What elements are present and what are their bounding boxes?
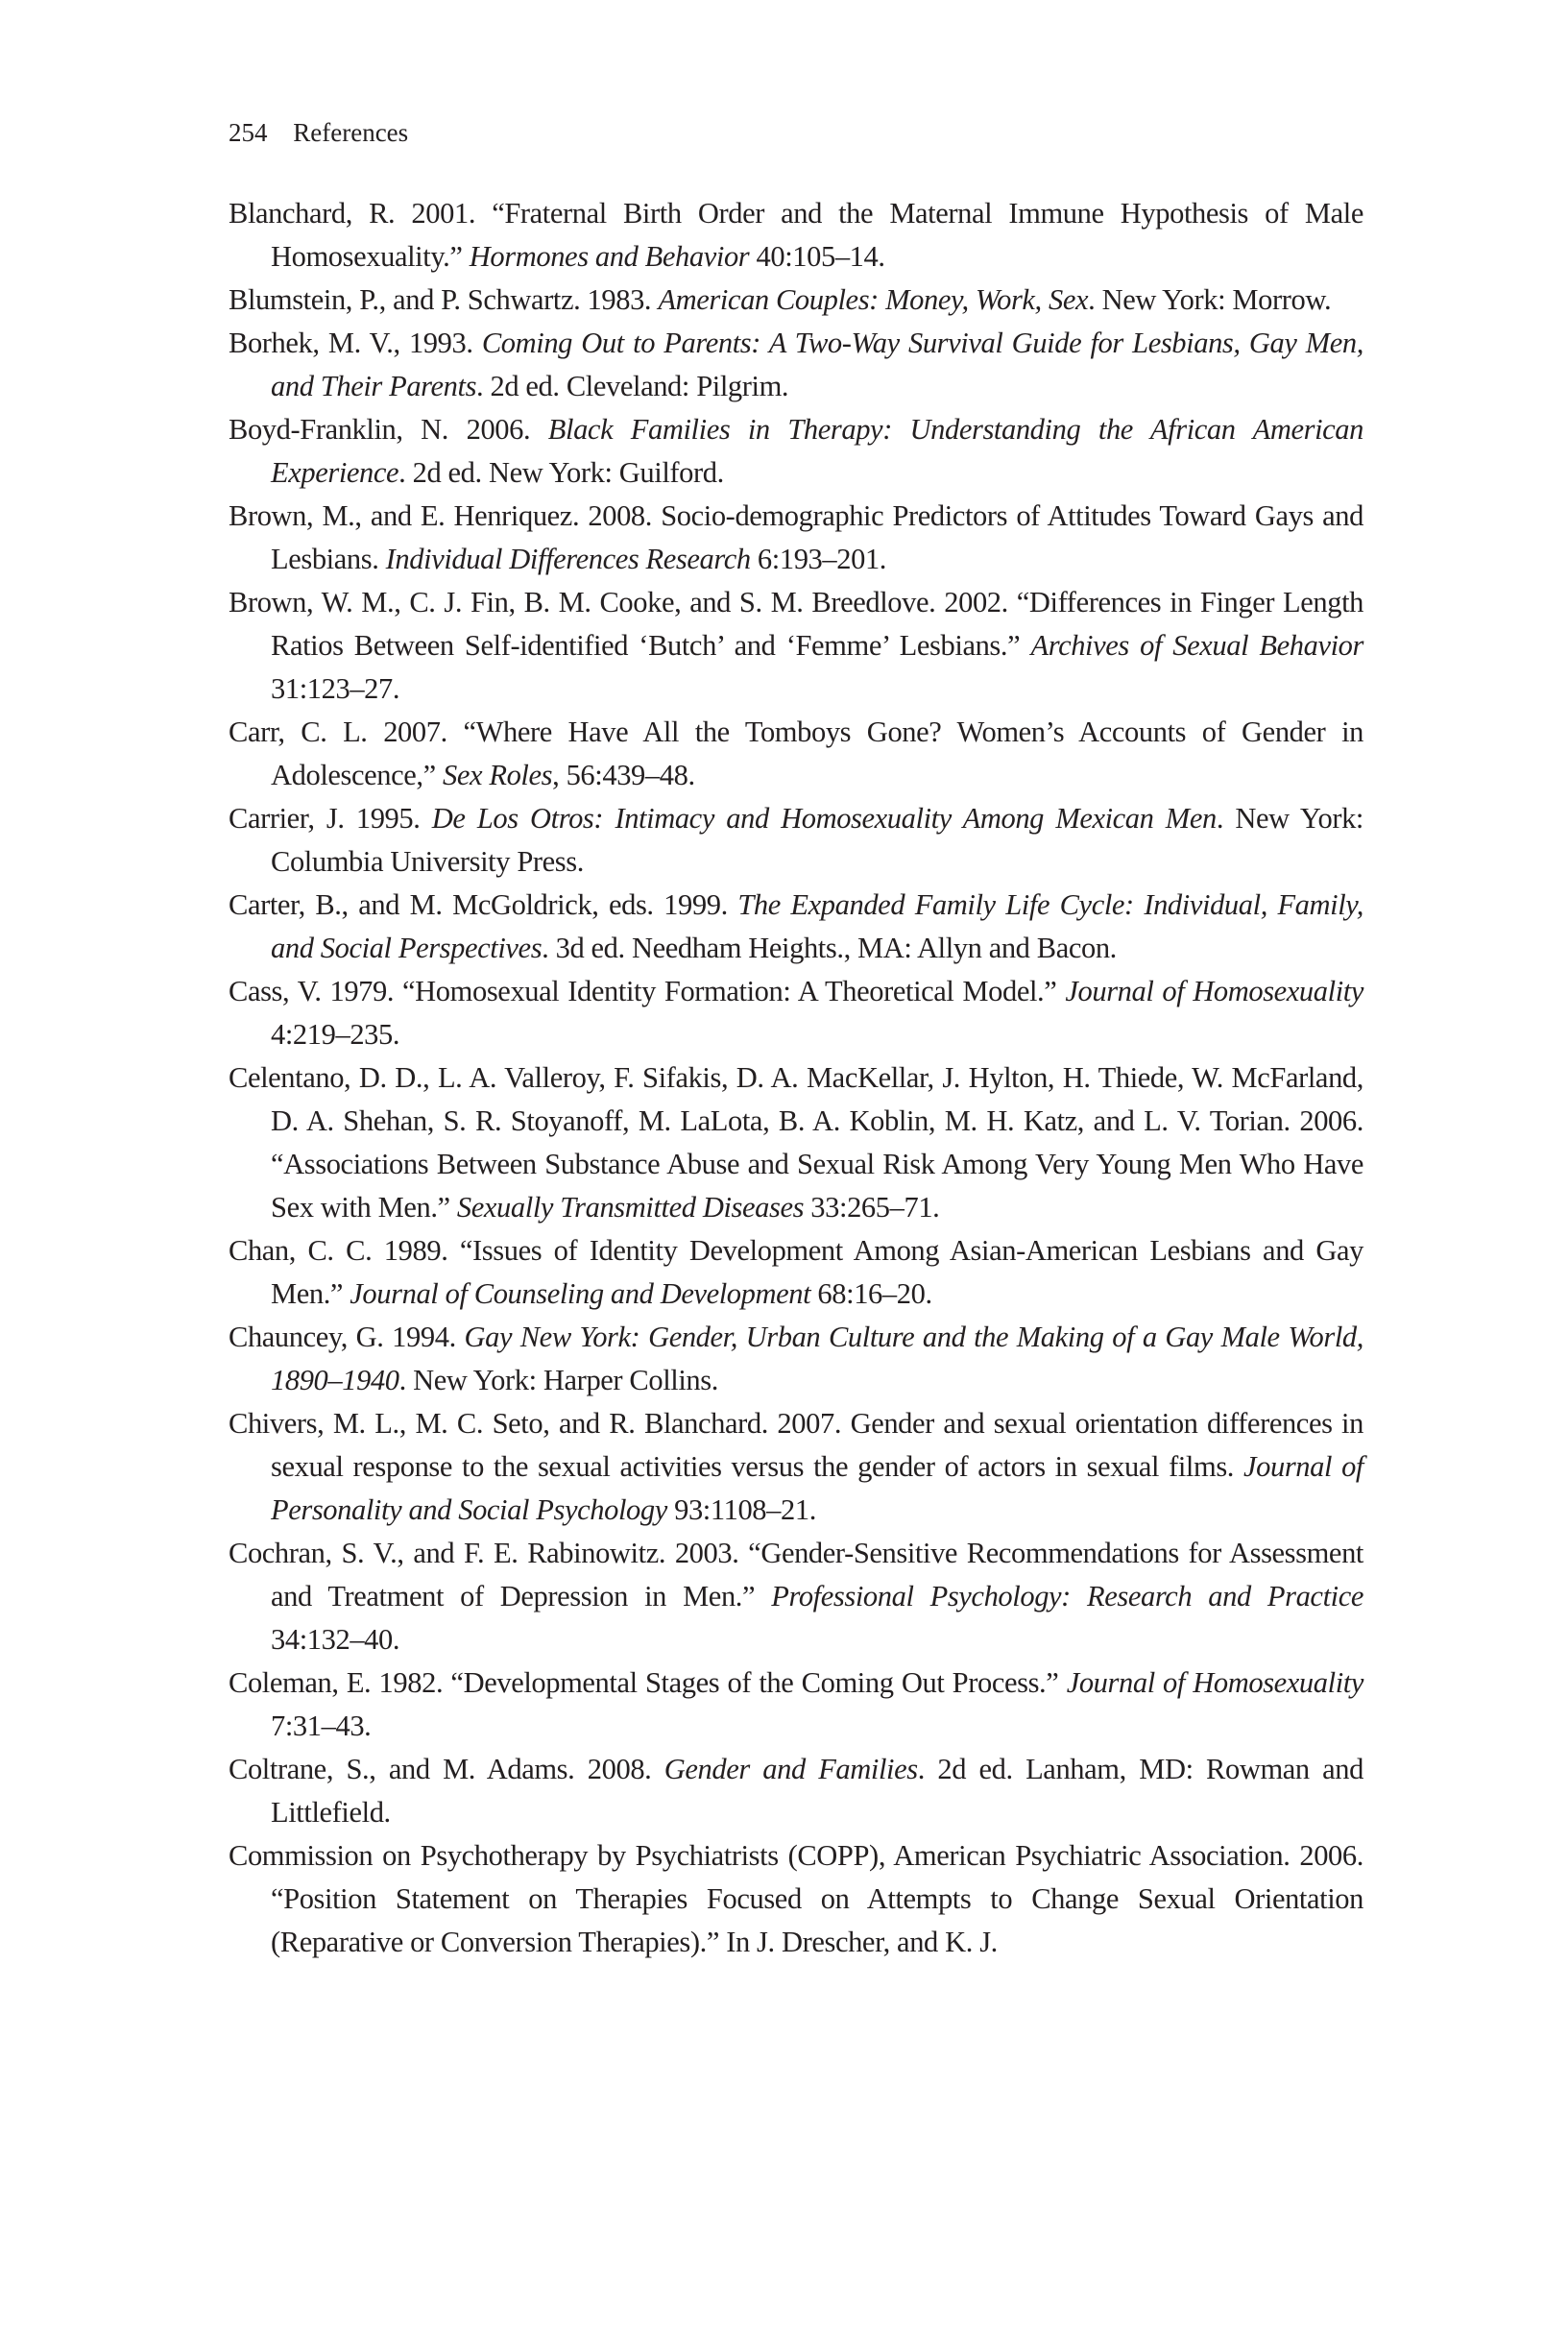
reference-source-title: Hormones and Behavior xyxy=(469,240,750,273)
reference-entry-boyd-franklin xyxy=(229,408,1363,495)
reference-text: Commission on Psychotherapy by Psychiatrists (COPP), American Psychiatric Association. 2006. “Position Statement on Therapies Focused on Attempts to Change Sexual Orientation (Reparative or Conversion Therapies).” In J. Drescher, and K. J. xyxy=(229,1839,1363,1958)
reference-entry-carr xyxy=(229,711,1363,797)
reference-entry-coleman xyxy=(229,1661,1363,1748)
reference-citation: 40:105–14. xyxy=(749,240,885,273)
reference-citation: 33:265–71. xyxy=(804,1191,940,1224)
reference-source-title: Gender and Families xyxy=(663,1753,918,1785)
reference-citation: 6:193–201. xyxy=(750,543,887,575)
reference-entry-carrier xyxy=(229,797,1363,884)
reference-text: Carr, C. L. 2007. “Where Have All the Tomboys Gone? Women’s Accounts of Gender in Adolescence,” xyxy=(229,715,1363,791)
reference-text: Coleman, E. 1982. “Developmental Stages of the Coming Out Process.” xyxy=(229,1666,1067,1699)
reference-source-title: Journal of Personality and Social Psychology xyxy=(271,1450,1363,1526)
reference-source-title: Coming Out to Parents: A Two-Way Survival Guide for Lesbians, Gay Men, and Their Parents xyxy=(271,327,1363,402)
reference-entry-coltrane xyxy=(229,1748,1363,1834)
reference-source-title: Gay New York: Gender, Urban Culture and the Making of a Gay Male World, 1890–1940 xyxy=(271,1321,1364,1396)
reference-entry-chivers xyxy=(229,1402,1363,1532)
reference-citation: . 3d ed. Needham Heights., MA: Allyn and Bacon. xyxy=(542,932,1117,964)
reference-text: Celentano, D. D., L. A. Valleroy, F. Sifakis, D. A. MacKellar, J. Hylton, H. Thiede, W. McFarland, D. A. Shehan, S. R. Stoyanoff, M. LaLota, B. A. Koblin, M. H. Katz, and L. V. Torian. 2006. “Associations Between Substance Abuse and Sexual Risk Among Very Young Men Who Have Sex with Men.” xyxy=(229,1061,1363,1224)
reference-citation: . 2d ed. Lanham, MD: Rowman and Littlefield. xyxy=(271,1753,1363,1829)
reference-entry-cass xyxy=(229,970,1363,1056)
reference-entry-celentano xyxy=(229,1056,1363,1229)
reference-citation: 31:123–27. xyxy=(271,672,400,705)
reference-text: Chan, C. C. 1989. “Issues of Identity Development Among Asian-American Lesbians and Gay Men.” xyxy=(229,1234,1363,1310)
reference-citation: . 2d ed. Cleveland: Pilgrim. xyxy=(476,370,789,402)
reference-text: Chauncey, G. 1994. xyxy=(229,1321,465,1353)
reference-citation: 93:1108–21. xyxy=(666,1493,816,1526)
reference-entry-carter xyxy=(229,884,1363,970)
page-number: 254 xyxy=(229,118,268,147)
reference-source-title: Black Families in Therapy: Understanding the African American Experience xyxy=(271,413,1363,489)
reference-entry-blumstein xyxy=(229,279,1363,322)
reference-entry-copp xyxy=(229,1834,1363,1964)
reference-entry-cochran xyxy=(229,1532,1363,1661)
reference-entry-chauncey xyxy=(229,1316,1363,1402)
reference-source-title: The Expanded Family Life Cycle: Individual, Family, and Social Perspectives xyxy=(271,888,1363,964)
reference-entry-chan xyxy=(229,1229,1363,1316)
reference-citation: . New York: Harper Collins. xyxy=(398,1364,718,1396)
reference-source-title: Journal of Homosexuality xyxy=(1066,1666,1363,1699)
section-title: References xyxy=(293,118,409,147)
reference-text: Chivers, M. L., M. C. Seto, and R. Blanchard. 2007. Gender and sexual orientation differences in sexual response to the sexual activities versus the gender of actors in sexual films. xyxy=(229,1407,1363,1483)
reference-source-title: Sexually Transmitted Diseases xyxy=(456,1191,805,1224)
reference-entry-brown-m xyxy=(229,495,1363,581)
reference-source-title: Archives of Sexual Behavior xyxy=(1030,629,1363,662)
reference-list xyxy=(229,192,1363,1964)
reference-source-title: Professional Psychology: Research and Practice xyxy=(771,1580,1363,1612)
reference-entry-blanchard xyxy=(229,192,1363,279)
reference-text: Cass, V. 1979. “Homosexual Identity Formation: A Theoretical Model.” xyxy=(229,975,1066,1007)
reference-text: Carter, B., and M. McGoldrick, eds. 1999. xyxy=(229,888,738,921)
reference-source-title: Journal of Homosexuality xyxy=(1065,975,1363,1007)
reference-source-title: De Los Otros: Intimacy and Homosexuality Among Mexican Men xyxy=(431,802,1217,835)
reference-citation: , 56:439–48. xyxy=(552,759,695,791)
reference-text: Brown, W. M., C. J. Fin, B. M. Cooke, and S. M. Breedlove. 2002. “Differences in Finger Length Ratios Between Self-identified ‘Butch’ and ‘Femme’ Lesbians.” xyxy=(229,586,1363,662)
reference-text: Coltrane, S., and M. Adams. 2008. xyxy=(229,1753,664,1785)
reference-entry-brown-wm xyxy=(229,581,1363,711)
reference-text: Carrier, J. 1995. xyxy=(229,802,432,835)
reference-text: Brown, M., and E. Henriquez. 2008. Socio-demographic Predictors of Attitudes Toward Gays and Lesbians. xyxy=(229,499,1363,575)
reference-entry-borhek xyxy=(229,322,1363,408)
reference-text: Boyd-Franklin, N. 2006. xyxy=(229,413,548,446)
running-head xyxy=(229,117,408,148)
reference-citation: 4:219–235. xyxy=(271,1018,400,1051)
reference-citation: . 2d ed. New York: Guilford. xyxy=(398,456,724,489)
reference-text: Blumstein, P., and P. Schwartz. 1983. xyxy=(229,283,659,316)
reference-citation: 7:31–43. xyxy=(271,1709,372,1742)
reference-citation: . New York: Morrow. xyxy=(1088,283,1332,316)
reference-source-title: Sex Roles xyxy=(443,759,553,791)
reference-source-title: Journal of Counseling and Development xyxy=(350,1277,811,1310)
reference-source-title: American Couples: Money, Work, Sex xyxy=(658,283,1089,316)
reference-text: Blanchard, R. 2001. “Fraternal Birth Order and the Maternal Immune Hypothesis of Male Homosexuality.” xyxy=(229,197,1363,273)
reference-citation: 34:132–40. xyxy=(271,1623,400,1656)
reference-source-title: Individual Differences Research xyxy=(385,543,751,575)
reference-text: Cochran, S. V., and F. E. Rabinowitz. 2003. “Gender-Sensitive Recommendations for Assessment and Treatment of Depression in Men.” xyxy=(229,1537,1363,1612)
reference-citation: . New York: Columbia University Press. xyxy=(271,802,1363,878)
reference-citation: 68:16–20. xyxy=(810,1277,932,1310)
reference-text: Borhek, M. V., 1993. xyxy=(229,327,482,359)
